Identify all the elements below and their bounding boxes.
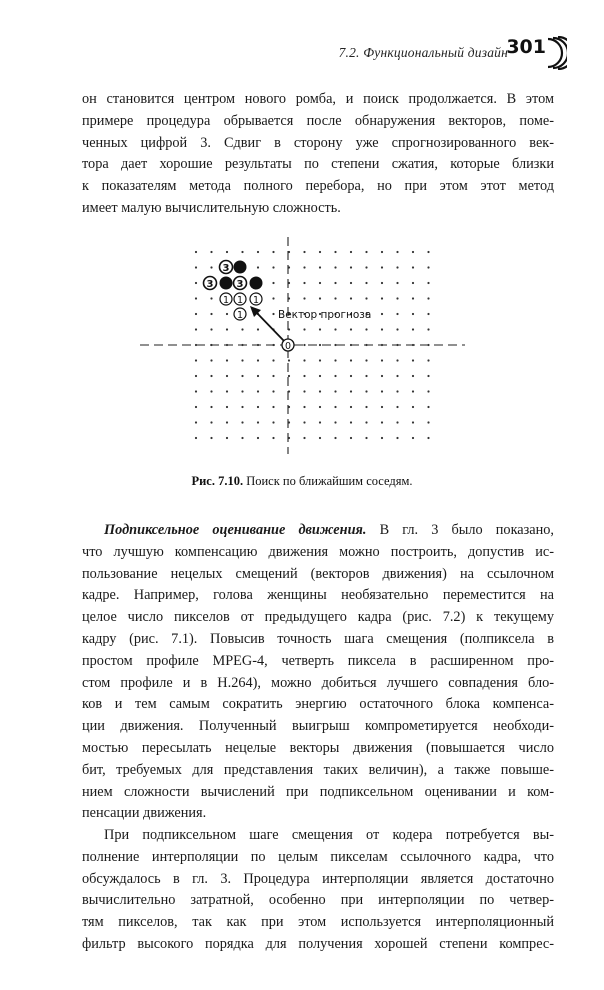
grid-dot — [381, 437, 383, 439]
grid-dot — [210, 437, 212, 439]
grid-dot — [288, 297, 290, 299]
grid-dot — [381, 344, 383, 346]
caption-label: Рис. 7.10. — [191, 474, 244, 488]
grid-dot — [365, 282, 367, 284]
text-line: нием сложности вычислений при подпиксельном оценивании и ком- — [82, 783, 554, 800]
grid-dot — [303, 266, 305, 268]
text-line: примере процедура обрывается после обнаружения векторов, поме- — [82, 112, 554, 129]
grid-dot — [195, 344, 197, 346]
grid-dot — [427, 266, 429, 268]
text-line: вычислительно затратной, особенно при интерполяции по четвер- — [82, 892, 554, 909]
grid-dot — [412, 375, 414, 377]
grid-dot — [319, 390, 321, 392]
grid-dot — [288, 437, 290, 439]
grid-dot — [427, 282, 429, 284]
grid-dot — [288, 375, 290, 377]
text-line: стом профиле и в H.264), можно добиться лучшего совпадения бло- — [82, 674, 554, 691]
grid-dot — [334, 421, 336, 423]
grid-dot — [288, 390, 290, 392]
grid-dot — [272, 344, 274, 346]
grid-dot — [412, 313, 414, 315]
grid-dot — [365, 297, 367, 299]
step-3-label: 3 — [206, 279, 214, 290]
grid-dot — [195, 359, 197, 361]
grid-dot — [427, 328, 429, 330]
grid-dot — [350, 266, 352, 268]
grid-dot — [319, 359, 321, 361]
text-line: ции движения. Полученный выигрыш компрометируется необходи- — [82, 718, 554, 735]
filled-position — [220, 277, 233, 290]
grid-dot — [412, 251, 414, 253]
grid-dot — [319, 297, 321, 299]
text-line: что лучшую компенсацию движения можно построить, допустив ис- — [82, 543, 554, 560]
grid-dot — [210, 359, 212, 361]
grid-dot — [210, 297, 212, 299]
grid-dot — [195, 406, 197, 408]
grid-dot — [412, 421, 414, 423]
grid-dot — [303, 406, 305, 408]
text-line: При подпиксельном шаге смещения от кодера потребуется вы- — [104, 827, 554, 843]
step-1-label: 1 — [236, 310, 244, 321]
grid-dot — [272, 437, 274, 439]
grid-dot — [195, 328, 197, 330]
grid-dot — [412, 297, 414, 299]
grid-dot — [272, 406, 274, 408]
grid-dot — [365, 390, 367, 392]
grid-dot — [334, 375, 336, 377]
text-line: он становится центром нового ромба, и поиск продолжается. В этом — [82, 91, 554, 107]
grid-dot — [303, 390, 305, 392]
grid-dot — [303, 344, 305, 346]
text-fragment: В гл. 3 было показано, — [379, 522, 554, 538]
grid-dot — [350, 328, 352, 330]
grid-dot — [210, 406, 212, 408]
grid-dot — [427, 437, 429, 439]
figure-caption — [0, 474, 604, 489]
grid-dot — [396, 328, 398, 330]
grid-dot — [319, 251, 321, 253]
grid-dot — [272, 375, 274, 377]
grid-dot — [412, 406, 414, 408]
running-title: 7.2. Функциональный дизайн — [338, 45, 508, 60]
grid-dot — [334, 406, 336, 408]
paragraph-2 — [82, 520, 554, 825]
page-number-arcs-icon — [545, 36, 567, 70]
text-line: кадре. Например, голова женщины необязательно переместится на — [82, 587, 554, 604]
grid-dot — [350, 344, 352, 346]
grid-dot — [210, 421, 212, 423]
grid-dot — [257, 437, 259, 439]
grid-dot — [288, 282, 290, 284]
grid-dot — [381, 359, 383, 361]
grid-dot — [381, 251, 383, 253]
paragraph-1 — [82, 89, 554, 220]
step-1-positions — [220, 293, 262, 321]
grid-dot — [319, 282, 321, 284]
step-3-label: 3 — [222, 263, 230, 274]
search-center-label: 0 — [284, 341, 292, 352]
grid-dot — [396, 344, 398, 346]
grid-dot — [210, 390, 212, 392]
text-line: целое число пикселов от предыдущего кадра (рис. 7.2) к текущему — [82, 609, 554, 626]
grid-dot — [226, 421, 228, 423]
text-line: мостью пересылать нецелые векторы движения (повышается число — [82, 739, 554, 756]
grid-dot — [334, 266, 336, 268]
grid-dot — [210, 344, 212, 346]
grid-dot — [350, 375, 352, 377]
grid-dot — [241, 359, 243, 361]
grid-dot — [272, 297, 274, 299]
filled-position — [250, 277, 263, 290]
grid-dot — [365, 266, 367, 268]
grid-dot — [350, 359, 352, 361]
grid-dot — [210, 266, 212, 268]
grid-dot — [288, 359, 290, 361]
grid-dot — [381, 297, 383, 299]
grid-dot — [210, 313, 212, 315]
text-line: ченных цифрой 3. Сдвиг в сторону уже спрогнозированного век- — [82, 134, 554, 151]
text-line: обсуждалось в гл. 3. Процедура интерполяции является достаточно — [82, 870, 554, 887]
grid-dot — [381, 421, 383, 423]
grid-dot — [210, 375, 212, 377]
prediction-vector-label: Вектор прогноза — [278, 309, 372, 321]
grid-dot — [381, 328, 383, 330]
grid-dot — [427, 390, 429, 392]
text-line: имеет малую вычислительную сложность. — [82, 199, 341, 216]
grid-dot — [396, 437, 398, 439]
page-header — [0, 36, 604, 76]
grid-dot — [241, 437, 243, 439]
grid-dot — [381, 266, 383, 268]
grid-dot — [381, 375, 383, 377]
text-line: бит, требуемых для представления таких величин), а также повыше- — [82, 761, 554, 778]
grid-dot — [412, 282, 414, 284]
grid-dot — [350, 390, 352, 392]
search-diagram — [140, 232, 470, 460]
grid-dot — [365, 251, 367, 253]
grid-dot — [427, 421, 429, 423]
grid-dot — [226, 359, 228, 361]
grid-dot — [365, 437, 367, 439]
grid-dot — [195, 266, 197, 268]
grid-dot — [334, 359, 336, 361]
grid-dot — [396, 313, 398, 315]
grid-dot — [319, 328, 321, 330]
grid-dot — [303, 297, 305, 299]
caption-text: Поиск по ближайшим соседям. — [246, 474, 413, 488]
grid-dot — [396, 359, 398, 361]
grid-dot — [334, 282, 336, 284]
grid-dot — [365, 359, 367, 361]
grid-dot — [396, 297, 398, 299]
grid-dot — [226, 328, 228, 330]
text-line: тора дает хорошие результаты по степени сжатия, которые близки — [82, 156, 554, 173]
grid-dot — [365, 406, 367, 408]
section-title: Подпиксельное оценивание движения. — [104, 522, 367, 538]
grid-dot — [303, 359, 305, 361]
grid-dot — [350, 437, 352, 439]
grid-dot — [412, 344, 414, 346]
grid-dot — [288, 406, 290, 408]
grid-dot — [210, 251, 212, 253]
grid-dot — [334, 251, 336, 253]
grid-dot — [272, 282, 274, 284]
grid-dot — [334, 344, 336, 346]
grid-dot — [427, 375, 429, 377]
grid-dot — [350, 421, 352, 423]
grid-dot — [303, 437, 305, 439]
grid-dot — [303, 421, 305, 423]
text-line: к показателям метода полного перебора, но при этом этот метод — [82, 178, 554, 195]
grid-dot — [241, 344, 243, 346]
grid-dot — [303, 328, 305, 330]
grid-dot — [257, 390, 259, 392]
grid-dot — [241, 421, 243, 423]
grid-dot — [288, 328, 290, 330]
grid-dot — [427, 313, 429, 315]
grid-dot — [226, 437, 228, 439]
grid-dot — [257, 421, 259, 423]
text-line: ков и тем самым сократить энергию остаточного блока компенса- — [82, 696, 554, 713]
figure-nearest-neighbour-search — [140, 232, 470, 460]
grid-dot — [412, 266, 414, 268]
grid-dot — [334, 437, 336, 439]
grid-dot — [319, 437, 321, 439]
grid-dot — [272, 266, 274, 268]
grid-dot — [427, 406, 429, 408]
grid-dot — [412, 359, 414, 361]
grid-dot — [396, 266, 398, 268]
page-number: 301 — [506, 36, 546, 58]
grid-dot — [195, 297, 197, 299]
step-3-label: 3 — [236, 279, 244, 290]
grid-dot — [257, 251, 259, 253]
grid-dot — [350, 297, 352, 299]
grid-dot — [427, 344, 429, 346]
grid-dot — [427, 297, 429, 299]
step-1-label: 1 — [222, 295, 230, 306]
grid-dot — [396, 251, 398, 253]
grid-dot — [241, 251, 243, 253]
grid-dot — [195, 251, 197, 253]
paragraph-3 — [82, 825, 554, 956]
grid-dot — [195, 421, 197, 423]
grid-dot — [396, 282, 398, 284]
text-line: тям пикселов, так как при этом используется интерполяционный — [82, 914, 554, 931]
grid-dot — [412, 390, 414, 392]
grid-dot — [381, 406, 383, 408]
grid-dot — [365, 344, 367, 346]
grid-dot — [288, 251, 290, 253]
grid-dot — [226, 375, 228, 377]
grid-dot — [257, 359, 259, 361]
grid-dot — [257, 266, 259, 268]
text-line: пенсации движения. — [82, 805, 207, 822]
grid-dot — [210, 328, 212, 330]
text-line: полнение интерполяции по целым пикселам ссылочного кадра, что — [82, 848, 554, 865]
grid-dot — [365, 421, 367, 423]
grid-dot — [288, 421, 290, 423]
grid-dot — [396, 406, 398, 408]
grid-dot — [396, 390, 398, 392]
grid-dot — [195, 375, 197, 377]
grid-dot — [303, 282, 305, 284]
text-line: простом профиле MPEG-4, четверть пиксела в расширенном про- — [82, 652, 554, 669]
grid-dot — [272, 251, 274, 253]
grid-dot — [427, 251, 429, 253]
grid-dot — [226, 344, 228, 346]
grid-dot — [226, 251, 228, 253]
grid-dot — [319, 375, 321, 377]
grid-dot — [427, 359, 429, 361]
step-1-label: 1 — [236, 295, 244, 306]
grid-dot — [195, 390, 197, 392]
grid-dot — [350, 406, 352, 408]
grid-dot — [241, 375, 243, 377]
grid-dot — [226, 313, 228, 315]
text-line — [82, 520, 554, 542]
grid-dot — [288, 266, 290, 268]
grid-dot — [226, 390, 228, 392]
grid-dot — [334, 328, 336, 330]
grid-dot — [396, 421, 398, 423]
grid-dot — [381, 313, 383, 315]
grid-dot — [272, 390, 274, 392]
grid-dot — [334, 297, 336, 299]
grid-dot — [272, 313, 274, 315]
grid-dot — [365, 328, 367, 330]
grid-dot — [257, 406, 259, 408]
grid-dot — [334, 390, 336, 392]
filled-position — [234, 261, 247, 274]
grid-dot — [195, 437, 197, 439]
grid-dot — [257, 344, 259, 346]
grid-dot — [381, 390, 383, 392]
step-1-label: 1 — [252, 295, 260, 306]
grid-dot — [241, 390, 243, 392]
grid-dot — [365, 375, 367, 377]
grid-dot — [241, 406, 243, 408]
text-line: кадру (рис. 7.1). Повысив точность шага смещения (полпиксела в — [82, 630, 554, 647]
grid-dot — [319, 266, 321, 268]
grid-dot — [350, 282, 352, 284]
grid-dot — [272, 359, 274, 361]
grid-dot — [396, 375, 398, 377]
grid-dot — [381, 282, 383, 284]
text-line: пользование нецелых смещений (векторов движения) на ссылочном — [82, 565, 554, 582]
grid-dot — [257, 375, 259, 377]
grid-dot — [303, 375, 305, 377]
grid-dot — [303, 251, 305, 253]
grid-dot — [272, 421, 274, 423]
grid-dot — [241, 328, 243, 330]
grid-dot — [226, 406, 228, 408]
grid-dot — [319, 344, 321, 346]
text-line: фильтр высокого порядка для получения хорошей степени компрес- — [82, 935, 554, 952]
grid-dot — [319, 406, 321, 408]
grid-dot — [412, 328, 414, 330]
grid-dot — [412, 437, 414, 439]
grid-dot — [195, 282, 197, 284]
grid-dot — [319, 421, 321, 423]
grid-dot — [195, 313, 197, 315]
grid-dot — [350, 251, 352, 253]
grid-dot — [257, 328, 259, 330]
